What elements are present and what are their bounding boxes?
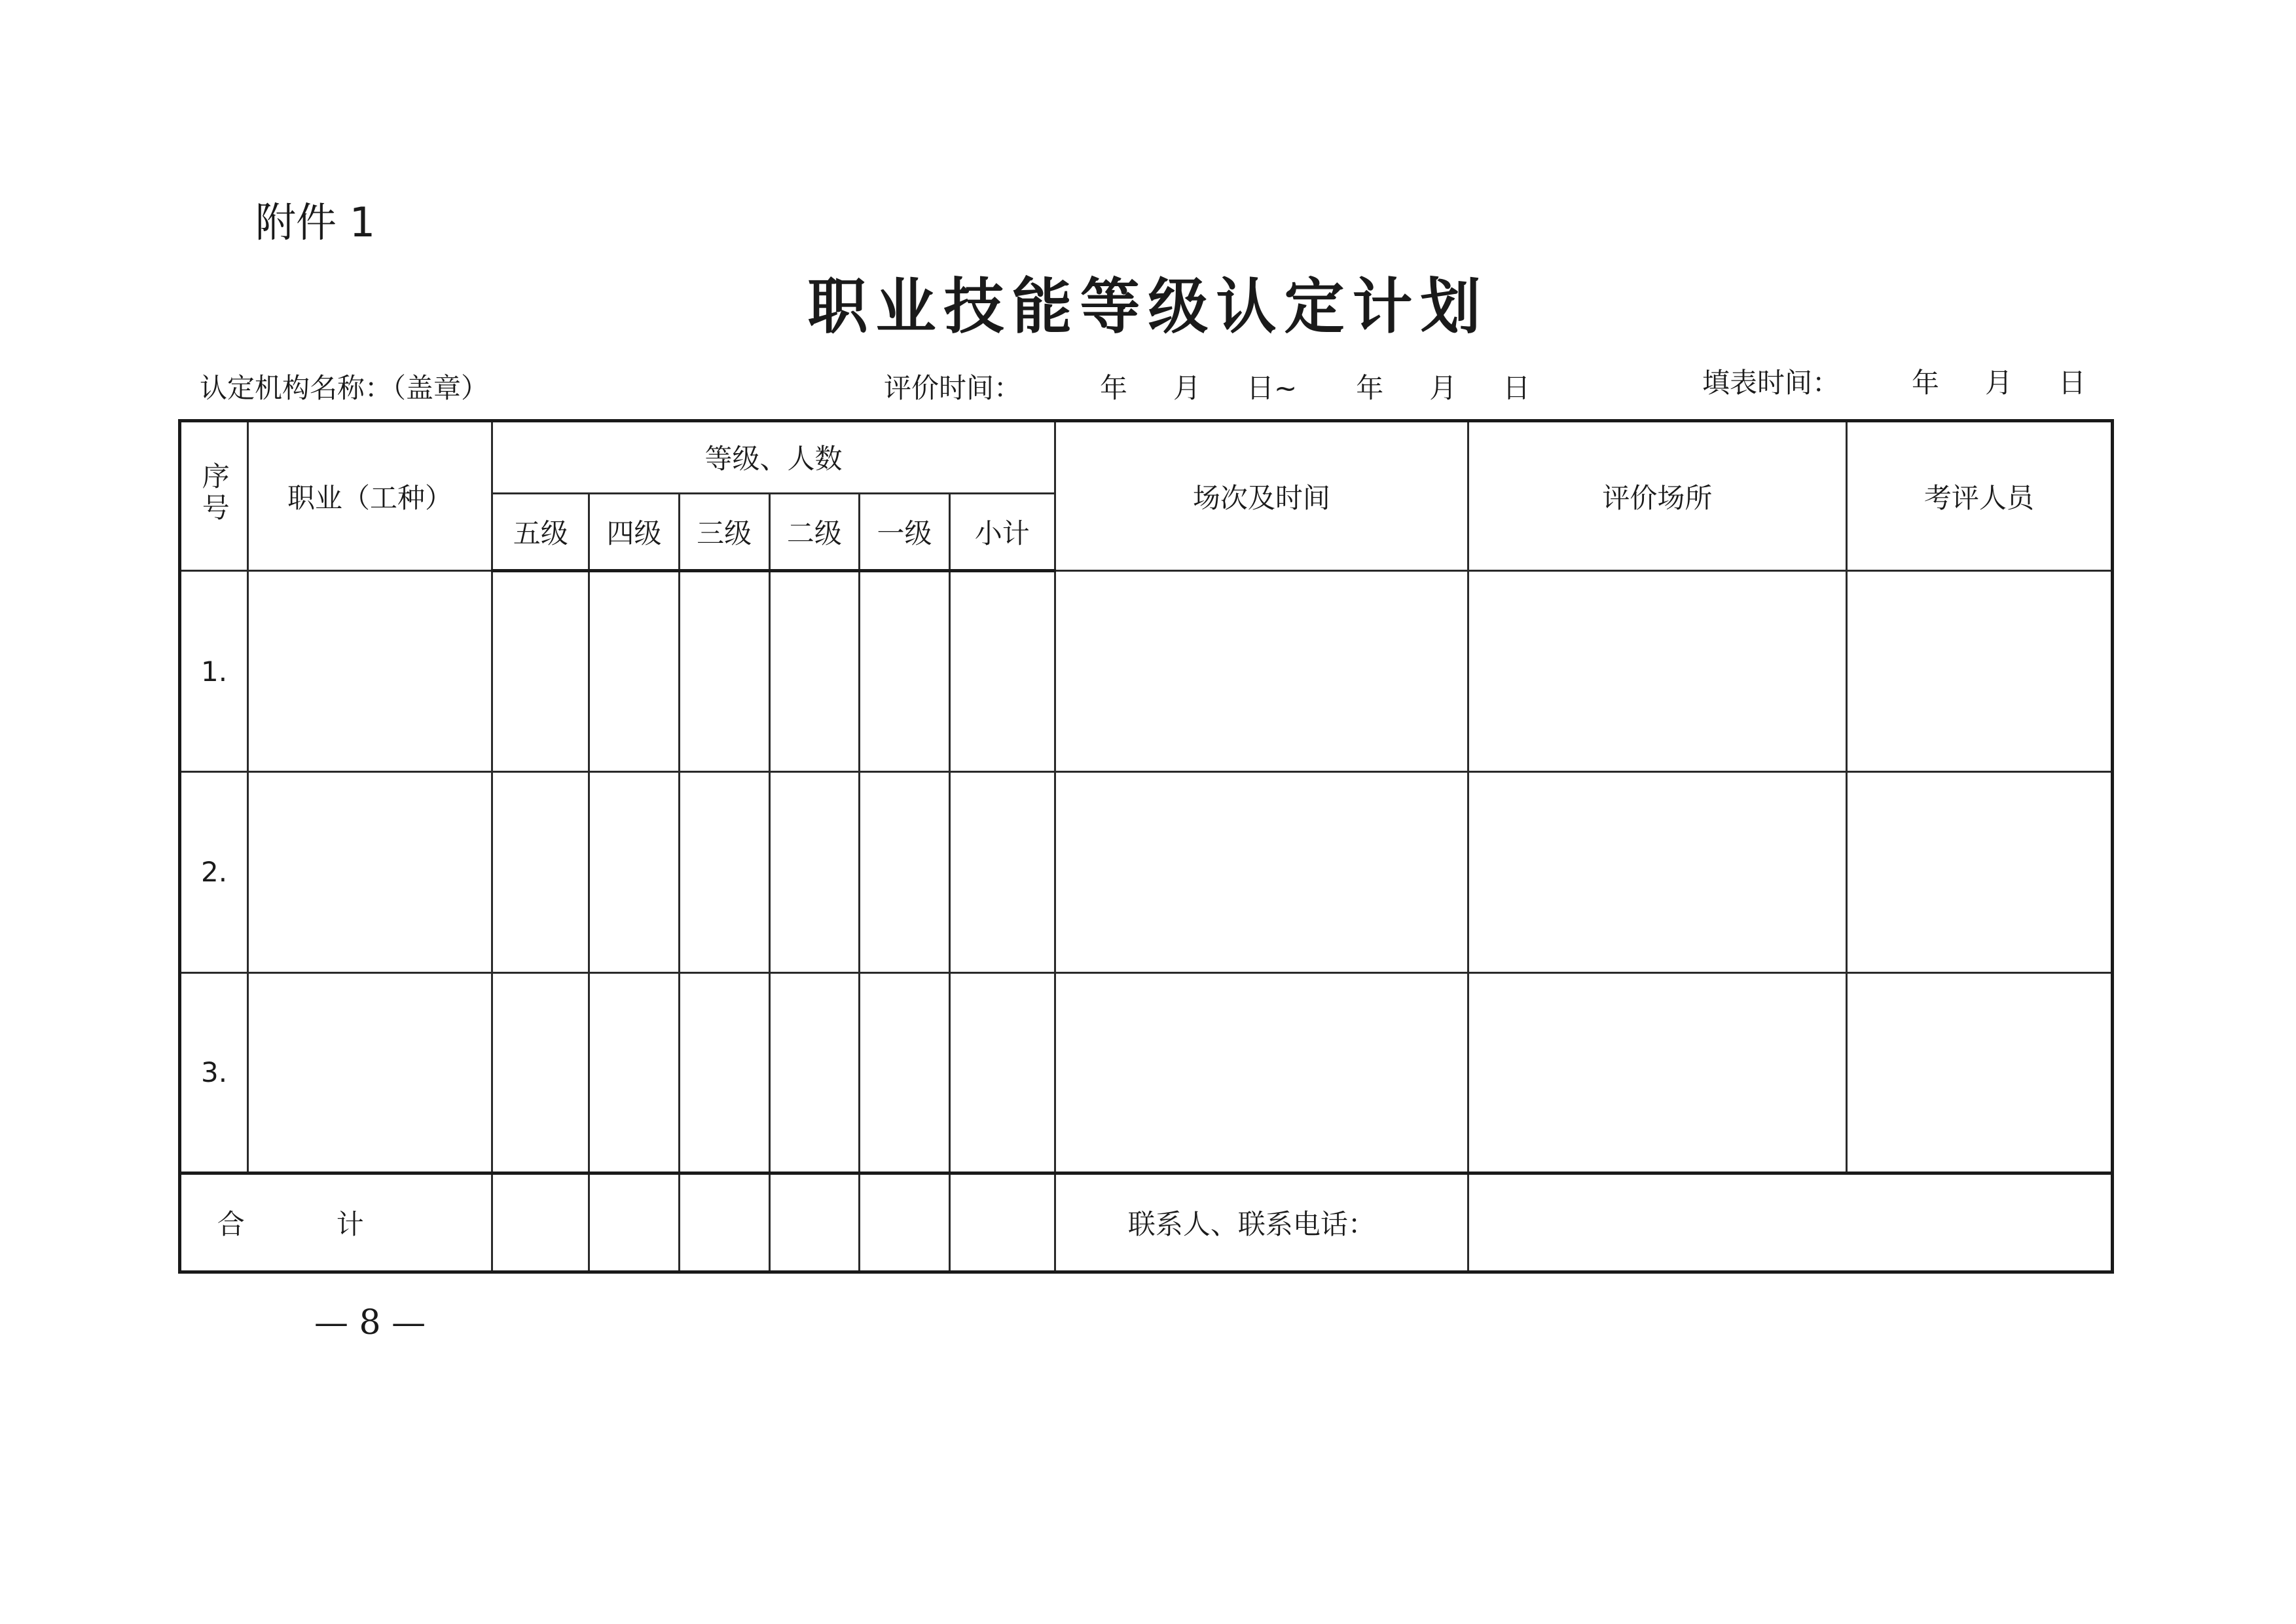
- header-grade-4: 四级: [589, 493, 680, 571]
- cell-grade-4[interactable]: [589, 771, 680, 972]
- header-session-time: 场次及时间: [1055, 421, 1468, 571]
- fill-day: 日: [2058, 367, 2086, 399]
- header-grade-3: 三级: [679, 493, 769, 571]
- cell-subtotal[interactable]: [949, 771, 1055, 972]
- header-occupation: 职业（工种）: [247, 421, 492, 571]
- cell-grade-5[interactable]: [492, 571, 589, 772]
- total-grade-2[interactable]: [769, 1173, 860, 1272]
- table-row: [180, 771, 2113, 972]
- row-number: 2.: [180, 771, 248, 972]
- cell-grade-4[interactable]: [589, 972, 680, 1173]
- row-number: 3.: [180, 972, 248, 1173]
- cell-grade-2[interactable]: [769, 972, 860, 1173]
- cell-grade-5[interactable]: [492, 771, 589, 972]
- eval-time-label: 评价时间：: [884, 372, 1022, 404]
- cell-subtotal[interactable]: [949, 571, 1055, 772]
- cell-session-time[interactable]: [1055, 771, 1468, 972]
- contact-label: 联系人、联系电话：: [1055, 1173, 1468, 1272]
- total-label-cell: [180, 1173, 492, 1272]
- attachment-label: 附件 1: [255, 198, 376, 246]
- cell-grade-3[interactable]: [679, 972, 769, 1173]
- cell-venue[interactable]: [1468, 771, 1846, 972]
- cell-grade-4[interactable]: [589, 571, 680, 772]
- cell-examiners[interactable]: [1846, 972, 2112, 1173]
- cell-subtotal[interactable]: [949, 972, 1055, 1173]
- cell-occupation[interactable]: [247, 771, 492, 972]
- table-row: [180, 571, 2113, 772]
- cell-examiners[interactable]: [1846, 771, 2112, 972]
- eval-month-start: 月: [1173, 372, 1201, 404]
- table-row: [180, 972, 2113, 1173]
- cell-grade-1[interactable]: [860, 771, 950, 972]
- cell-grade-2[interactable]: [769, 771, 860, 972]
- cell-grade-5[interactable]: [492, 972, 589, 1173]
- eval-year-start: 年: [1100, 372, 1128, 404]
- cell-occupation[interactable]: [247, 571, 492, 772]
- cell-venue[interactable]: [1468, 972, 1846, 1173]
- fill-time-label: 填表时间：: [1702, 367, 1840, 399]
- cell-session-time[interactable]: [1055, 571, 1468, 772]
- header-seq: 序号: [180, 421, 248, 571]
- cell-session-time[interactable]: [1055, 972, 1468, 1173]
- row-number: 1.: [180, 571, 248, 772]
- total-grade-4[interactable]: [589, 1173, 680, 1272]
- fill-month: 月: [1985, 367, 2013, 399]
- header-grade-5: 五级: [492, 493, 589, 571]
- cell-examiners[interactable]: [1846, 571, 2112, 772]
- cell-venue[interactable]: [1468, 571, 1846, 772]
- header-venue: 评价场所: [1468, 421, 1846, 571]
- page-number: — 8 —: [314, 1303, 426, 1342]
- eval-year-end: 年: [1356, 372, 1384, 404]
- fill-year: 年: [1912, 367, 1940, 399]
- eval-month-end: 月: [1429, 372, 1457, 404]
- header-grade-1: 一级: [860, 493, 950, 571]
- eval-time-field: [884, 367, 1530, 406]
- cell-grade-3[interactable]: [679, 771, 769, 972]
- eval-day-start: 日~: [1247, 372, 1298, 404]
- total-grade-5[interactable]: [492, 1173, 589, 1272]
- header-grade-group: 等级、人数: [492, 421, 1055, 494]
- cell-occupation[interactable]: [247, 972, 492, 1173]
- org-name-label: 认定机构名称：（盖章）: [200, 372, 489, 404]
- cell-grade-3[interactable]: [679, 571, 769, 772]
- certification-plan-table: [178, 419, 2114, 1274]
- document-title: 职业技能等级认定计划: [807, 272, 1489, 342]
- fill-time-field: [1702, 361, 2086, 401]
- header-grade-2: 二级: [769, 493, 860, 571]
- eval-day-end: 日: [1503, 372, 1531, 404]
- cell-grade-2[interactable]: [769, 571, 860, 772]
- total-grade-3[interactable]: [679, 1173, 769, 1272]
- header-subtotal: 小计: [949, 493, 1055, 571]
- header-examiners: 考评人员: [1846, 421, 2112, 571]
- total-label: 合计: [217, 1208, 456, 1241]
- contact-value[interactable]: [1468, 1173, 2112, 1272]
- total-subtotal[interactable]: [949, 1173, 1055, 1272]
- cell-grade-1[interactable]: [860, 571, 950, 772]
- total-grade-1[interactable]: [860, 1173, 950, 1272]
- cell-grade-1[interactable]: [860, 972, 950, 1173]
